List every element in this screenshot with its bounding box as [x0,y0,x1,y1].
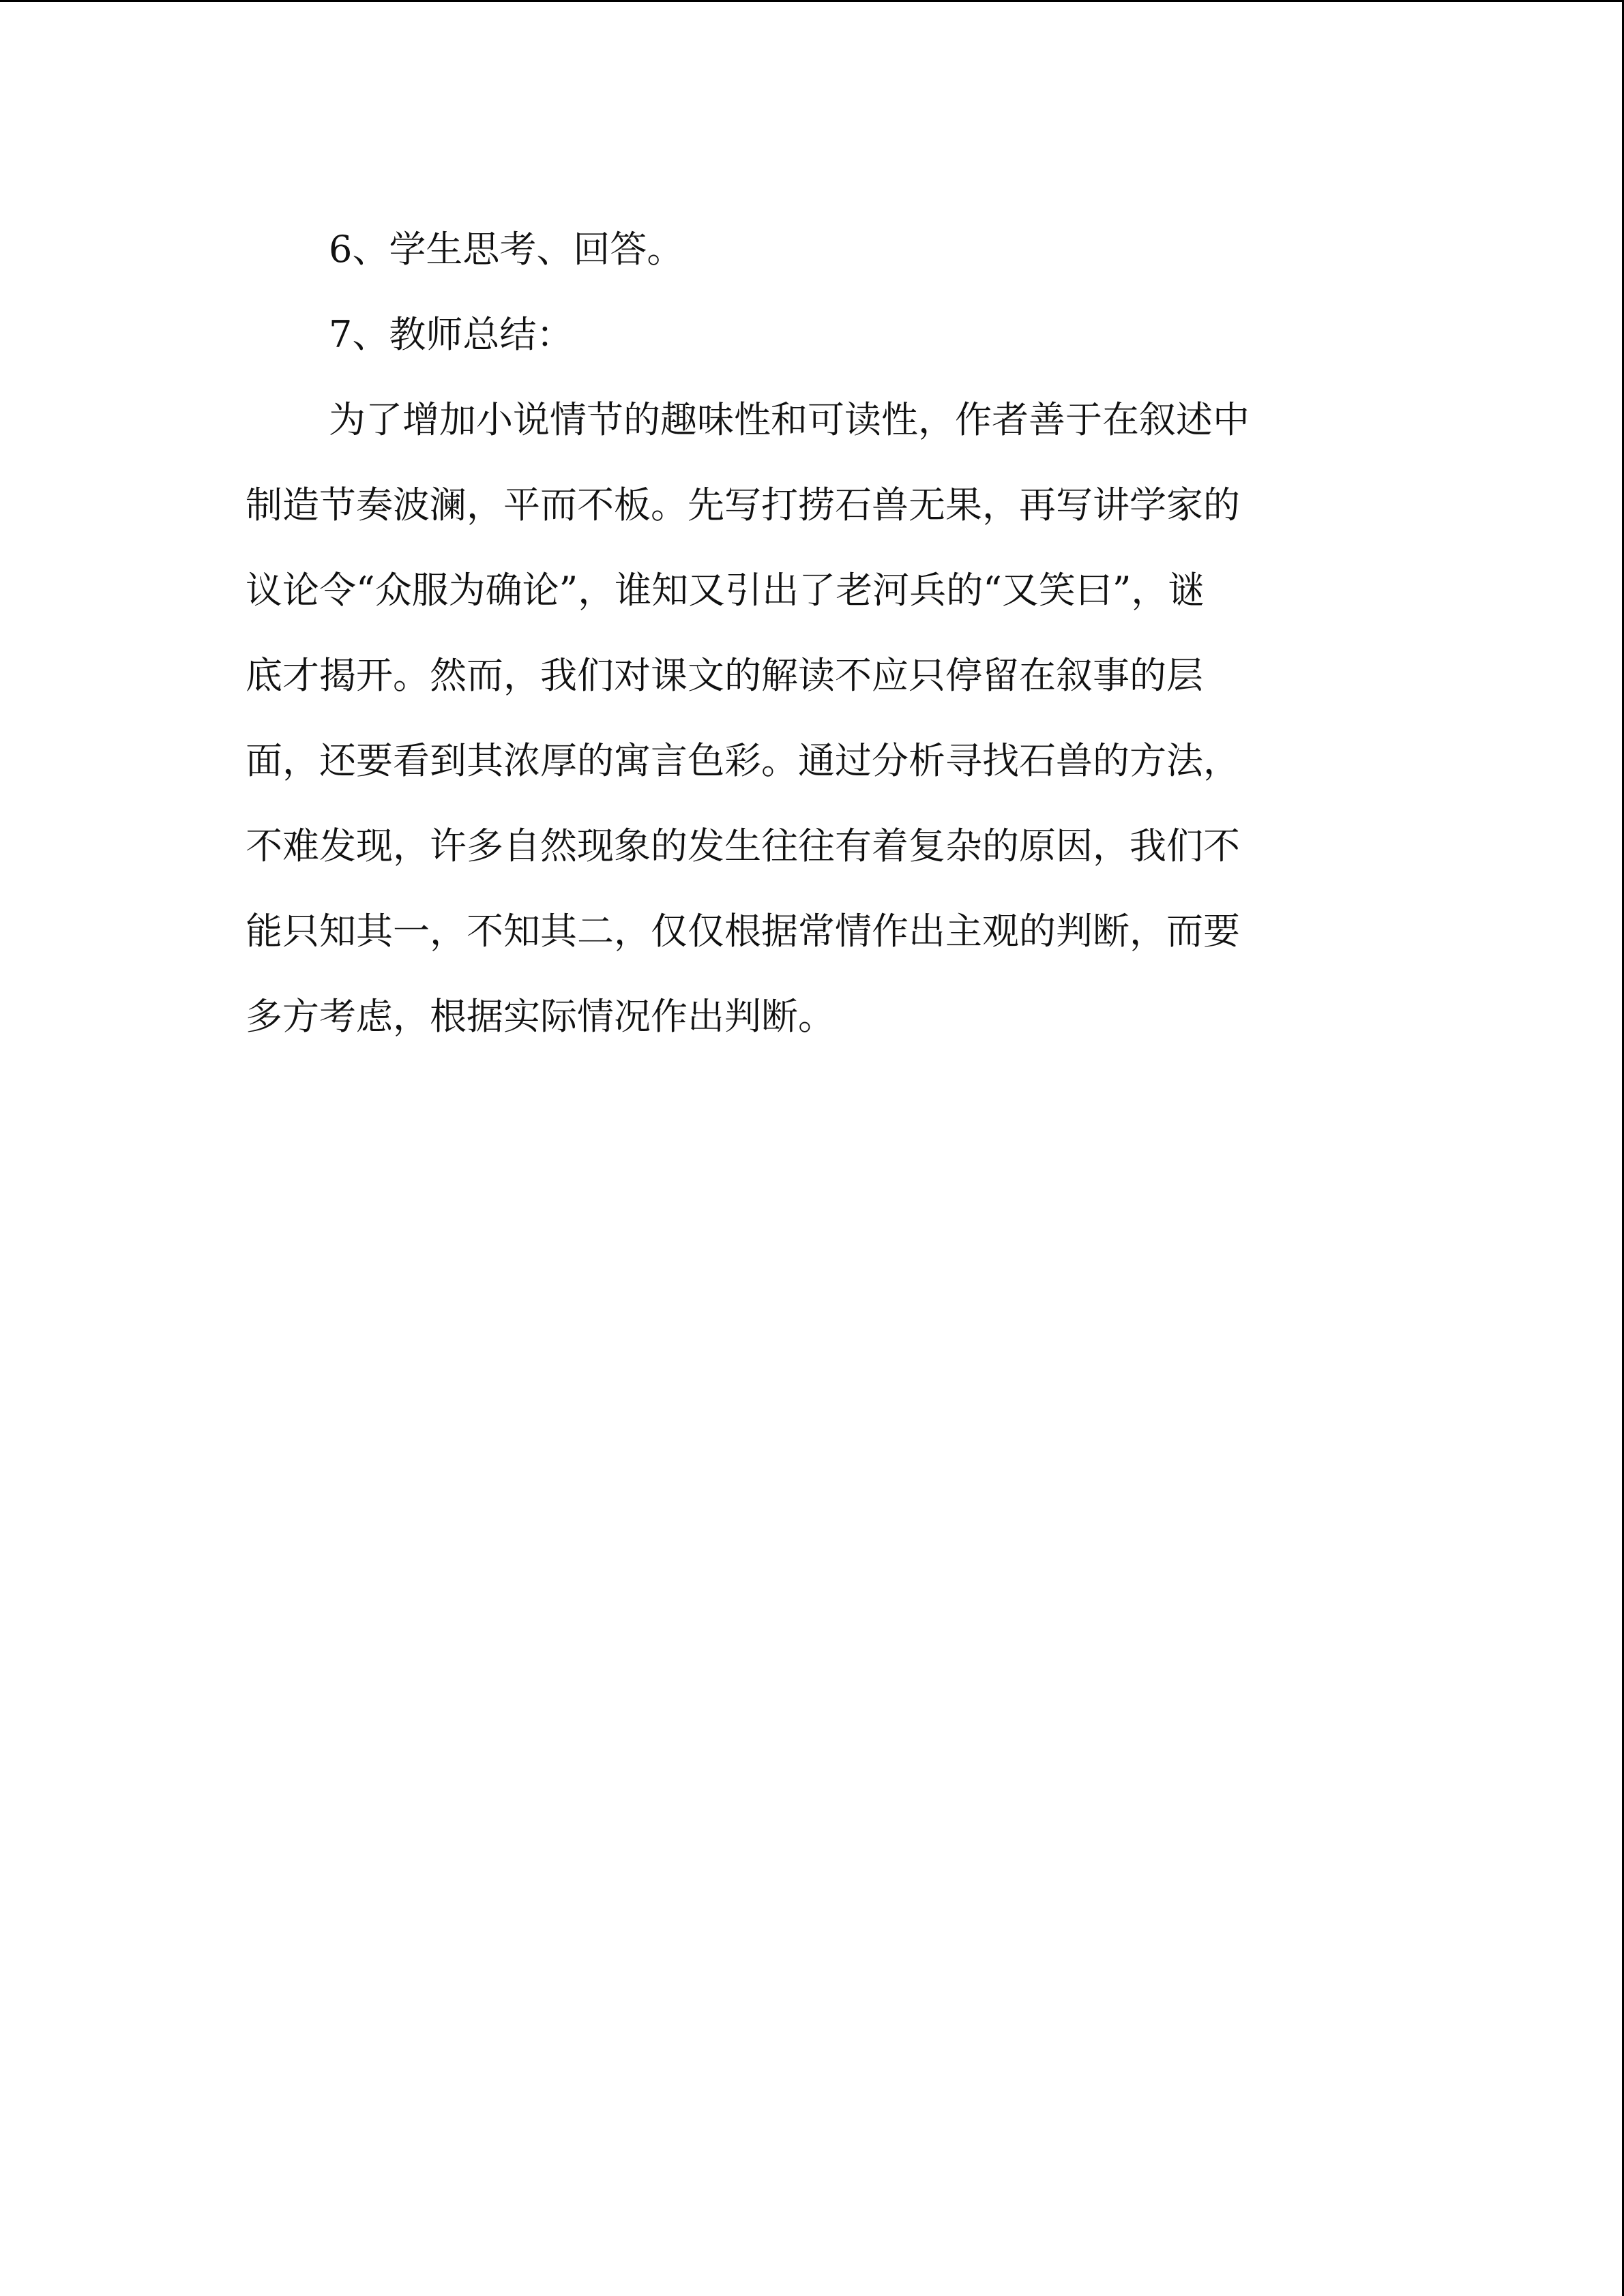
paragraph-line: 多方考虑，根据实际情况作出判断。 [246,995,835,1038]
list-item: 6、学生思考、回答。 [329,228,684,271]
paragraph-line: 面，还要看到其浓厚的寓言色彩。通过分析寻找石兽的方法， [246,739,1240,782]
summary-paragraph [246,377,1350,1059]
paragraph-line: 不难发现，许多自然现象的发生往往有着复杂的原因，我们不 [246,824,1240,867]
document-body [246,207,1350,1059]
list-item: 7、教师总结： [329,313,574,356]
paragraph-line: 制造节奏波澜，平而不板。先写打捞石兽无果，再写讲学家的 [246,483,1240,526]
paragraph-line: 能只知其一，不知其二，仅仅根据常情作出主观的判断，而要 [246,910,1240,953]
paragraph-line: 议论令“众服为确论”，谁知又引出了老河兵的“又笑曰”，谜 [246,569,1205,612]
paragraph-line: 为了增加小说情节的趣味性和可读性，作者善于在叙述中 [329,398,1250,441]
paragraph-line: 底才揭开。然而，我们对课文的解读不应只停留在叙事的层 [246,654,1203,697]
